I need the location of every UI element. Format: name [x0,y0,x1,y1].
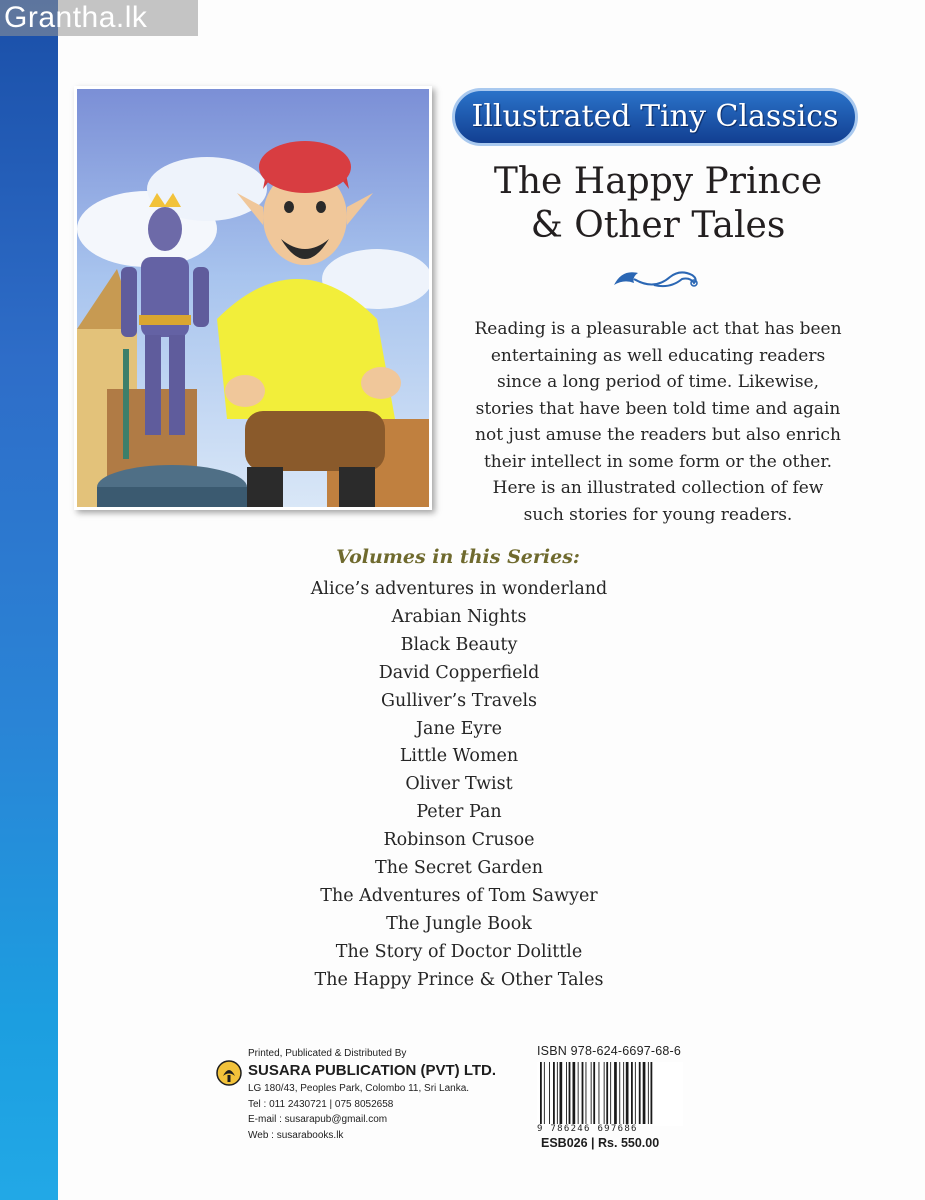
description-line: their intellect in some form or the other. [483,451,833,472]
price-row [541,1136,659,1150]
volume-item: Arabian Nights [391,606,527,627]
barcode-bar [544,1062,545,1124]
barcode-bar [549,1062,550,1124]
publisher-web: Web : susarabooks.lk [248,1129,344,1141]
book-title-line-2: & Other Tales [530,205,786,246]
barcode-bar [614,1062,617,1124]
barcode-bar [623,1062,624,1124]
isbn-text: ISBN 978-624-6697-68-6 [537,1044,682,1058]
description-line: Reading is a pleasurable act that has been [474,319,842,339]
product-code: ESB026 [541,1136,588,1150]
isbn-block [537,1044,685,1150]
blue-spine-band [0,0,58,1200]
volumes-heading: Volumes in this Series: [336,546,580,568]
volume-item: The Story of Doctor Dolittle [335,941,583,962]
barcode-bar [573,1062,576,1124]
barcode-bar [553,1062,555,1124]
publisher-name: SUSARA PUBLICATION (PVT) LTD. [248,1062,497,1079]
barcode-bar [569,1062,571,1124]
barcode-bar [566,1062,567,1124]
barcode-bar [540,1062,542,1124]
series-title-banner: Illustrated Tiny Classics [452,88,858,146]
volume-item: The Happy Prince & Other Tales [314,969,604,990]
volume-item: Jane Eyre [415,718,503,739]
barcode-bar [582,1062,584,1124]
volume-item: The Adventures of Tom Sawyer [320,885,598,906]
price-separator: | [591,1136,599,1150]
barcode-bar [643,1062,646,1124]
barcode-bar [604,1062,605,1124]
book-title [452,160,864,248]
volume-item: The Secret Garden [375,858,543,879]
barcode-bar [610,1062,611,1124]
barcode-bar [557,1062,558,1124]
barcode-bar [626,1062,629,1124]
publisher-address: LG 180/43, Peoples Park, Colombo 11, Sri Lanka. [248,1083,470,1094]
volume-item: Oliver Twist [405,774,513,795]
susara-logo-icon [216,1060,242,1086]
barcode-icon [537,1062,683,1126]
volume-item: Alice’s adventures in wonderland [310,579,608,599]
barcode-bar [599,1062,600,1124]
description-line: such stories for young readers. [523,504,793,525]
barcode-bar [560,1062,563,1124]
barcode-bar [593,1062,595,1124]
barcode-bar [639,1062,641,1124]
volume-item: Little Women [399,746,519,767]
description-line: not just amuse the readers but also enrich [475,425,841,445]
description-line: Here is an illustrated collection of few [492,478,824,498]
publisher-tel: Tel : 011 2430721 | 075 8052658 [248,1098,394,1110]
volume-item: The Jungle Book [386,913,532,934]
book-title-line-1: The Happy Prince [493,161,823,202]
watermark: Grantha.lk [0,0,198,36]
volume-item: Peter Pan [416,802,502,823]
description-line: entertaining as well educating readers [490,345,826,366]
description-line: stories that have been told time and again [475,398,841,419]
volume-list [296,576,622,995]
volume-item: Gulliver’s Travels [380,690,538,711]
barcode-bar [586,1062,587,1124]
barcode-bar [619,1062,620,1124]
volume-item: Black Beauty [400,634,518,655]
volume-item: Robinson Crusoe [383,830,535,851]
barcode-bar [591,1062,592,1124]
barcode-digits: 9 786246 697686 [537,1124,638,1134]
book-description [452,316,864,528]
barcode-bar [631,1062,633,1124]
volume-item: David Copperfield [378,662,540,683]
description-line: since a long period of time. Likewise, [496,372,820,392]
publisher-credit: Printed, Publicated & Distributed By [248,1048,407,1059]
barcode-bar [635,1062,636,1124]
barcode-bar [606,1062,608,1124]
barcode-bar [648,1062,649,1124]
publisher-info [216,1046,536,1143]
barcode-bar [651,1062,653,1124]
barcode-bar [578,1062,579,1124]
price: Rs. 550.00 [598,1136,660,1150]
cover-illustration [74,86,432,510]
dolphin-ornament-icon [610,263,702,293]
publisher-email: E-mail : susarapub@gmail.com [248,1114,388,1125]
